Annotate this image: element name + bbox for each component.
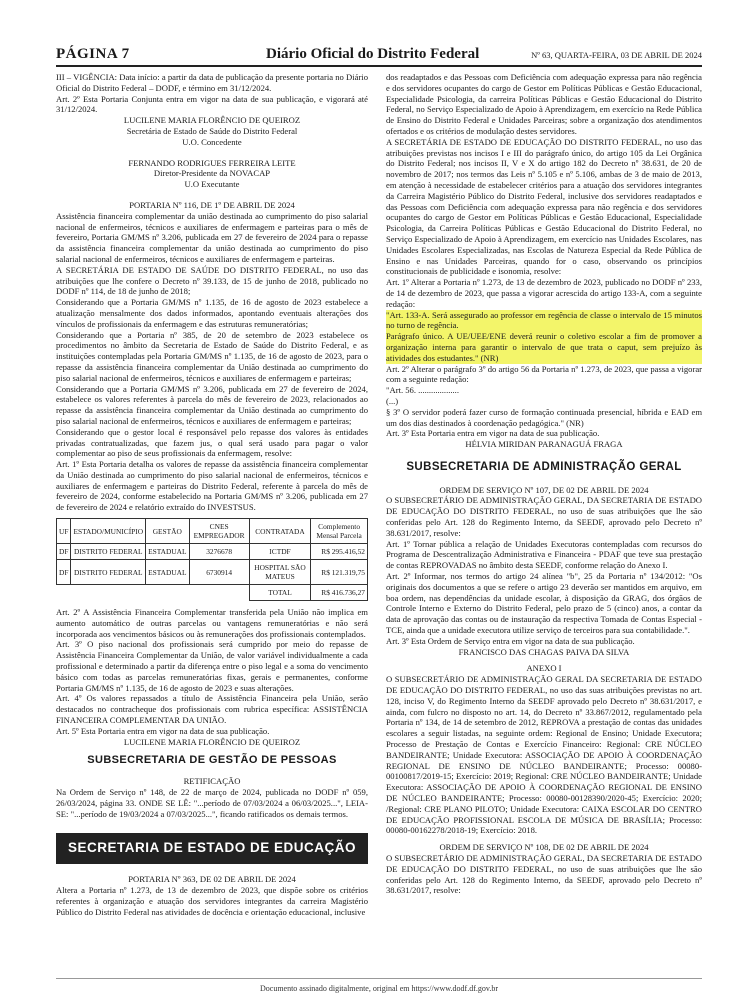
- highlighted-paragraph: Parágrafo único. A UE/UEE/ENE deverá reunir o coletivo escolar a fim de promover a organização interna para garantir o intervalo de que trata o caput, sem prejuízo às atividades dos estudantes." (NR): [386, 331, 702, 363]
- table-cell: DISTRITO FEDERAL: [71, 560, 146, 585]
- act-ementa: Assistência financeira complementar da união destinada ao cumprimento do piso salarial nacional de enfermeiros, técnicos e auxiliares de enfermagem e parteiras para o mês de fevereiro, Portaria GM/MS nº 3.206, publicada em 27 de fevereiro de 2024 para o repasse da assistência financeira complementar da união destinada ao cumprimento do piso salarial nacional de enfermeiros, técnicos e auxiliares de enfermagem e parteiras.: [56, 210, 368, 264]
- act-paragraph: § 3º O servidor poderá fazer curso de formação continuada presencial, híbrida e EAD em um dos dias destinados à coordenação pedagógica." (NR): [386, 406, 702, 428]
- table-cell: 6730914: [189, 560, 249, 585]
- act-paragraph: A SECRETÁRIA DE ESTADO DE EDUCAÇÃO DO DISTRITO FEDERAL, no uso das atribuições previstas nos incisos I e III do parágrafo único, do artigo 105 da Lei Orgânica do Distrito Federal; nos incisos II, V e X do artigo 182 do Decreto nº 38.631, de 20 de novembro de 2017; nos termos das Leis nº 5.105 e nº 5.106, ambas de 3 de maio de 2013, em atenção à necessidade de estabelecer critérios para a atuação dos servidores integrantes da Carreira Magistério Público do Distrito Federal, inclusive dos servidores readaptados e das Pessoas com Deficiência com adequação expressa para não regência e dos servidores ocupantes do cargo de Gestor em Políticas Públicas e Gestão Educacional, Especialidade Psicologia, da Carreira Políticas Públicas e Gestão Educacional do Distrito Federal, no Serviço Especializado de Apoio à Aprendizagem, em exercício nas Unidades Escolares, nas Unidades Escolares Especializadas, nas Escolas de Natureza Especial da Rede Pública de Ensino e nas Unidades Parceiras, quando for o caso, observando os princípios constitucionais de publicidade e isonomia, resolve:: [386, 136, 702, 277]
- signer-unit: U.O. Concedente: [182, 136, 242, 147]
- signer-unit: U.O Executante: [184, 179, 240, 190]
- signer-role: Diretor-Presidente da NOVACAP: [153, 168, 271, 179]
- act-ementa: dos readaptados e das Pessoas com Deficiência com adequação expressa para não regência e dos servidores ocupantes do cargo de Gestor em Políticas Públicas e Gestão Educacional, Especialidade Psicologia, da carreira Políticas Públicas e Gestão Educacional do Distrito Federal, no Serviço Especializado de Apoio à Aprendizagem, em exercício na Rede Pública de Ensino do Distrito Federal e Unidades Parceiras; sobre a organização dos atendimentos ofertados e os critérios de modulação destes servidores.: [386, 72, 702, 136]
- annex-text: O SUBSECRETÁRIO DE ADMINISTRAÇÃO GERAL DA SECRETARIA DE ESTADO DE EDUCAÇÃO DO DISTRITO FEDERAL, no uso das suas atribuições previstas no art. 128, inciso V, do Regimento Interno da SEEDF aprovado pelo Decreto nº 38.631/2017, e ainda, com fulcro no disposto no art. 14, do Decreto nº 33.867/2012, regulamentado pela Portaria nº 134, de 14 de setembro de 2012, REPROVA a prestação de contas das unidades escolares a seguir listadas, na seguinte ordem: Regional de Ensino; Unidade Executora; Processo de Prestação de Contas e Exercício Financeiro: Regional: CRE NÚCLEO BANDEIRANTE; Unidade Executora: ASSOCIAÇÃO DE APOIO À COORDENAÇÃO REGIONAL DE ENSINO DE NÚCLEO BANDEIRANTE; Processo: 00080-00100817/2019-15; Exercício: 2019; Regional: CRE NÚCLEO BANDEIRANTE; Unidade Executora: ASSOCIAÇÃO DE APOIO À COORDENAÇÃO REGIONAL DE ENSINO DE NÚCLEO BANDEIRANTE; Processo: 00080-00128390/2020-45; Exercício: 2020; /Regional: CRE PLANO PILOTO; Unidade Executora: CAIXA ESCOLAR DO CENTRO DE EDUCAÇÃO PROFISSIONAL ESCOLA DE MÚSICA DE BRASÍLIA; Processo: 00080-00162278/2018-19; Exercício: 2018.: [386, 674, 702, 836]
- act-paragraph: Art. 2º A Assistência Financeira Complementar transferida pela União não implica em aumento automático de outras parcelas ou vantagens remuneratórias e não será incorporada aos vencimentos básicos ou às remunerações dos profissionais contemplados.: [56, 607, 368, 639]
- secretariat-banner: SECRETARIA DE ESTADO DE EDUCAÇÃO: [56, 833, 368, 864]
- act-paragraph: O SUBSECRETÁRIO DE ADMINISTRAÇÃO GERAL, DA SECRETARIA DE ESTADO DE EDUCAÇÃO DO DISTRITO FEDERAL, no uso de suas atribuições que lhe são conferidas pelo Art. 128 do Regimento Interno, da SEEDF, aprovado pelo Decreto nº 38.631/2017, resolve:: [386, 852, 702, 896]
- signer-name: FERNANDO RODRIGUES FERREIRA LEITE: [128, 157, 296, 168]
- table-header: CONTRATADA: [249, 519, 310, 544]
- column-right: [386, 72, 702, 896]
- act-paragraph: A SECRETÁRIA DE ESTADO DE SAÚDE DO DISTRITO FEDERAL, no uso das atribuições que lhe confere o Decreto nº 39.133, de 15 de junho de 2018, publicado no DODF nº 114, de 18 de junho de 2018;: [56, 264, 368, 297]
- table-header: Complemento Mensal Parcela: [311, 519, 368, 544]
- act-paragraph: Art. 1º Esta Portaria detalha os valores de repasse da assistência financeira complementar da União destinada ao cumprimento do piso salarial nacional de enfermeiros, técnicos e auxiliares de enfermagem e parteiras do Distrito Federal, referente à parcela do mês de fevereiro de 2024, conforme estabelecido na Portaria GM/MS nº 3.206, publicada em 27 de fevereiro de 2024 e relatório extraído do INVESTSUS.: [56, 459, 368, 513]
- act-paragraph: Art. 3º Esta Ordem de Serviço entra em vigor na data de sua publicação.: [386, 635, 635, 646]
- table-cell: R$ 121.319,75: [311, 560, 368, 585]
- vigencia-text: III – VIGÊNCIA: Data início: a partir da data de publicação da presente portaria no Diário Oficial do Distrito Federal – DODF, e término em 31/12/2024.: [56, 72, 368, 93]
- footer-text: Documento assinado digitalmente, original em https://www.dodf.df.gov.br: [259, 984, 499, 993]
- act-paragraph: (...): [386, 395, 399, 406]
- table-total-value: R$ 416.736,27: [311, 585, 368, 601]
- table-header-row: [57, 519, 368, 544]
- annex-title: ANEXO I: [526, 663, 562, 674]
- header-rule: [56, 65, 702, 67]
- act-title: ORDEM DE SERVIÇO Nº 107, DE 02 DE ABRIL DE 2024: [439, 484, 649, 495]
- act-paragraph: Art. 4º Os valores repassados a título de Assistência Financeira pela União, serão destacados no contracheque dos profissionais com rubrica específica: ASSISTÊNCIA FINANCEIRA COMPLEMENTAR DA UNIÃO.: [56, 693, 368, 726]
- table-header: UF: [57, 519, 71, 544]
- act-paragraph: Art. 1º Tornar pública a relação de Unidades Executoras contempladas com recursos do Programa de Descentralização Administrativa e Financeira - PDAF que teve sua prestação de contas REPROVADAS no âmbito desta SEEDF, conforme relação do Anexo I.: [386, 538, 702, 571]
- act-paragraph: Art. 3º Esta Portaria entra em vigor na data de sua publicação.: [386, 428, 600, 439]
- signer-name: LUCILENE MARIA FLORÊNCIO DE QUEIROZ: [123, 736, 301, 747]
- highlighted-text: [386, 310, 702, 364]
- act-paragraph: O SUBSECRETÁRIO DE ADMINISTRAÇÃO GERAL, DA SECRETARIA DE ESTADO DE EDUCAÇÃO DO DISTRITO FEDERAL, no uso de suas atribuições que lhe são conferidas pelo Art. 128 do Regimento Interno, da SEEDF, aprovado pelo Decreto nº 38.631/2017, resolve:: [386, 495, 702, 538]
- table-cell: ESTADUAL: [146, 560, 189, 585]
- table-cell: DF: [57, 544, 71, 560]
- act-title: RETIFICAÇÃO: [183, 776, 241, 787]
- journal-title: Diário Oficial do Distrito Federal: [266, 46, 480, 62]
- table-header: GESTÃO: [146, 519, 189, 544]
- table-cell: 3276678: [189, 544, 249, 560]
- act-paragraph: Na Ordem de Serviço nº 148, de 22 de março de 2024, publicada no DODF nº 059, 26/03/2024, página 33. ONDE SE LÊ: "...período de 07/03/2024 a 06/03/2025...", LEIA-SE: "...período de 19/03/2024 a 07/03/2025...", ficando ratificados os demais termos.: [56, 787, 368, 819]
- page-number: PÁGINA 7: [56, 46, 130, 62]
- act-ementa: Altera a Portaria nº 1.273, de 13 de dezembro de 2023, que dispõe sobre os critérios referentes à organização e atuação dos servidores integrantes da carreira Magistério Público do Distrito Federal nas atividades de docência e orientação educacional, inclusive: [56, 885, 368, 917]
- table-header: ESTADO/MUNICÍPIO: [71, 519, 146, 544]
- table-cell: DISTRITO FEDERAL: [71, 544, 146, 560]
- table-cell-empty: [57, 585, 250, 601]
- table-row: [57, 544, 368, 560]
- signer-name: FRANCISCO DAS CHAGAS PAIVA DA SILVA: [458, 646, 630, 657]
- act-title: ORDEM DE SERVIÇO Nº 108, DE 02 DE ABRIL DE 2024: [439, 842, 649, 853]
- table-total-row: [57, 585, 368, 601]
- section-heading: SUBSECRETARIA DE GESTÃO DE PESSOAS: [87, 754, 337, 767]
- table-cell: ESTADUAL: [146, 544, 189, 560]
- act-title: PORTARIA Nº 363, DE 02 DE ABRIL DE 2024: [128, 874, 296, 885]
- act-paragraph: Considerando que a Portaria GM/MS nº 3.206, publicada em 27 de fevereiro de 2024, estabelece os valores referentes à parcela do mês de fevereiro de 2023, relacionados ao repasse da assistência financeira complementar da União destinada ao cumprimento do piso salarial nacional de enfermeiros, técnicos e auxiliares de enfermagem e parteiras;: [56, 383, 368, 426]
- edition-info: Nº 63, QUARTA-FEIRA, 03 DE ABRIL DE 2024: [531, 50, 702, 60]
- column-left: [56, 72, 368, 917]
- financial-table: [56, 518, 368, 601]
- signer-role: Secretária de Estado de Saúde do Distrito Federal: [126, 125, 298, 136]
- act-title: PORTARIA Nº 116, DE 1º DE ABRIL DE 2024: [129, 199, 295, 210]
- act-paragraph: Art. 3º O piso nacional dos profissionais será cumprido por meio do repasse de Assistência Financeira Complementar da União, de valor variável individualmente a cada profissional e determinado a partir da diferença entre o piso legal e a soma do vencimento básico com todas as parcelas remuneratórias fixas, gerais e permanentes, conforme Portaria GM/MS nº 1.135, de 16 de agosto de 2023 e suas alterações.: [56, 639, 368, 693]
- section-heading: SUBSECRETARIA DE ADMINISTRAÇÃO GERAL: [406, 460, 682, 473]
- signer-name: HÉLVIA MIRIDAN PARANAGUÁ FRAGA: [465, 439, 623, 450]
- act-paragraph: Art. 5º Esta Portaria entra em vigor na data de sua publicação.: [56, 725, 270, 736]
- act-paragraph: Art. 2º Informar, nos termos do artigo 24 alínea "b", 25 da Portaria nº 134/2012: "Os originais dos documentos a que se refere o artigo 23 deverão ser mantidos em arquivo, em boa ordem, nas dependências da unidade escolar, à disposição da GRAG, dos órgãos de Controle Interno e Externo do Distrito Federal, pelo prazo de 5 (cinco) anos, a contar da data de aprovação das contas ou de instauração da respectiva Tomada de Contas Especial - TCE, ainda que a unidade executora utilize serviço de terceiros para sua contabilidade.".: [386, 571, 702, 636]
- table-cell: DF: [57, 560, 71, 585]
- highlighted-paragraph: "Art. 133-A. Será assegurado ao professor em regência de classe o intervalo de 15 minutos no turno de regência.: [386, 309, 702, 331]
- table-row: [57, 560, 368, 585]
- table-cell: ICTDF: [249, 544, 310, 560]
- table-total-label: TOTAL: [249, 585, 310, 601]
- table-cell: R$ 295.416,52: [311, 544, 368, 560]
- act-paragraph: Art. 1º Alterar a Portaria nº 1.273, de 13 de dezembro de 2023, publicado no DODF nº 233, de 14 de dezembro de 2023, que passa a vigorar acrescida do artigo 133-A, com a seguinte redação:: [386, 277, 702, 309]
- footer-rule: [56, 978, 702, 979]
- act-paragraph: Considerando que a Portaria nº 385, de 20 de setembro de 2023 estabelece os procedimentos no âmbito da Secretaria de Estado de Saúde do Distrito Federal, e as instituições contempladas pela Portaria GM/MS nº 1.135, de 16 de agosto de 2023, para o repasse da assistência financeira complementar da União destinada ao cumprimento do piso salarial nacional de enfermeiros, técnicos e auxiliares de enfermagem e parteiras;: [56, 329, 368, 383]
- act-paragraph: Art. 2º Alterar o parágrafo 3º do artigo 56 da Portaria nº 1.273, de 2023, que passa a vigorar com a seguinte redação:: [386, 363, 702, 385]
- act-paragraph: "Art. 56. ...................: [386, 385, 459, 396]
- art2-text: Art. 2º Esta Portaria Conjunta entra em vigor na data de sua publicação, e vigorará até 31/12/2024.: [56, 93, 368, 115]
- table-cell: HOSPITAL SÃO MATEUS: [249, 560, 310, 585]
- signer-name: LUCILENE MARIA FLORÊNCIO DE QUEIROZ: [123, 115, 301, 126]
- table-header: CNES EMPREGADOR: [189, 519, 249, 544]
- act-paragraph: Considerando que o gestor local é responsável pelo repasse dos valores às entidades privadas contratualizadas, que fazem jus, o qual será usado para pagar o valor complementar ao piso de seus profissionais da enfermagem, resolve:: [56, 426, 368, 459]
- act-paragraph: Considerando que a Portaria GM/MS nº 1.135, de 16 de agosto de 2023 estabelece a atualização mensalmente dos dados informados, apontando eventuais alterações dos vínculos de profissionais da enfermagem e das estruturas remuneratórias;: [56, 297, 368, 329]
